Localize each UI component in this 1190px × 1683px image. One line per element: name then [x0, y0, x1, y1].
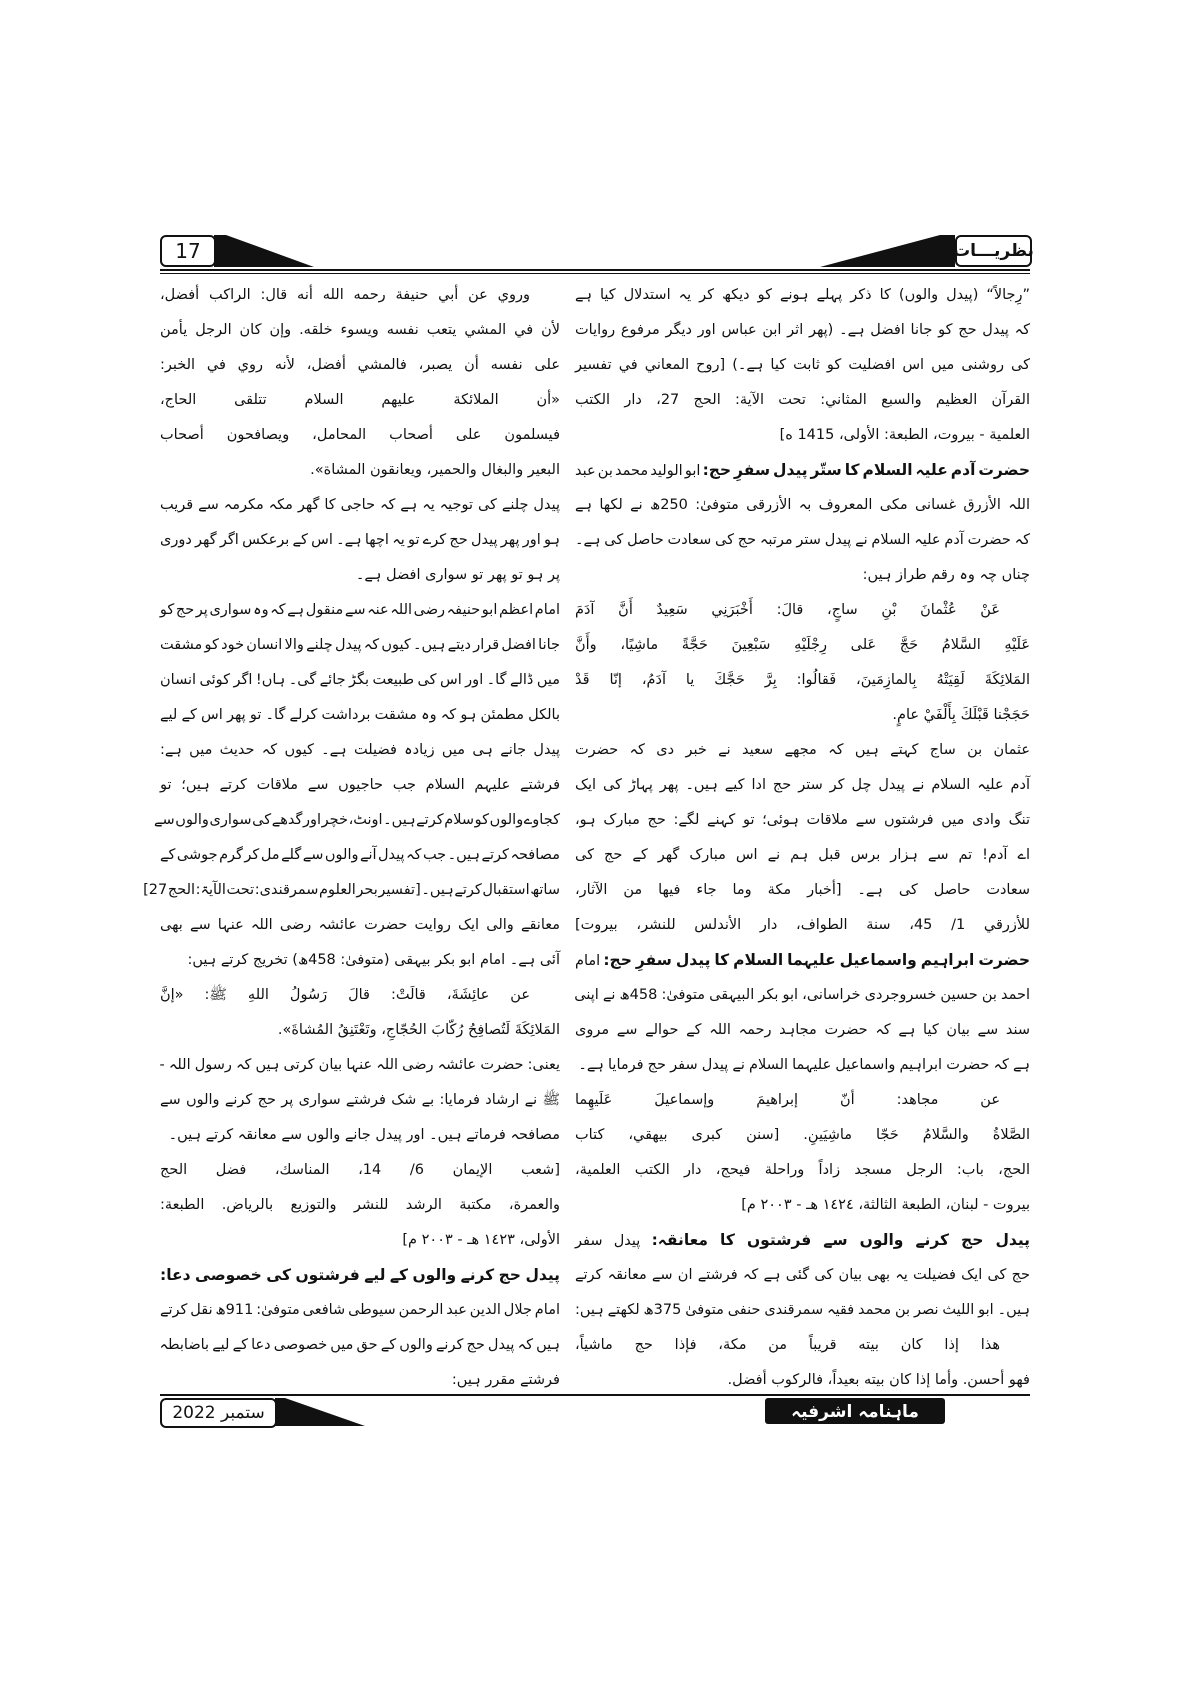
- text-line: [575, 1223, 1030, 1257]
- line-text: میں ڈالے گا۔ اور اس کی طبیعت بگڑ جائے گی۔ ہاں! اگر کوئی انسان: [160, 672, 560, 688]
- header-rule-2: [160, 273, 1030, 274]
- section-title-box: [955, 235, 1032, 267]
- line-text: عن عائِشَةَ، قالَتْ: قالَ رَسُولُ اللهِ ﷺ: «إنَّ: [160, 987, 530, 1003]
- line-text: یعنی: حضرت عائشہ رضی اللہ عنہا بیان کرتی ہیں کہ رسول اللہ -: [159, 1057, 560, 1073]
- text-line: [575, 733, 1030, 767]
- line-text: اے آدم! تم سے ہزار برس قبل ہم نے اس مبارک گھر کے حج کی: [575, 847, 1030, 863]
- section-heading: حضرت آدم علیہ السلام کا ستّر پیدل سفرِ حج:: [702, 461, 1030, 479]
- line-text: البعير والبغال والحمير، ويعانقون المشاة».: [310, 462, 560, 478]
- text-line: [575, 558, 1030, 592]
- line-text: ساتھ استقبال کرتے ہیں۔ [تفسیر بحر العلوم سمرقندی: تحت الآیۃ: الحج 27]: [143, 882, 560, 898]
- text-line: [575, 873, 1030, 907]
- text-line: [160, 278, 560, 312]
- line-text: وروي عن أبي حنيفة رحمه الله أنه قال: الراكب أفضل،: [160, 287, 530, 303]
- line-text: «أن الملائكة عليهم السلام تتلقى الحاج،: [160, 392, 560, 408]
- text-line: [575, 593, 1030, 627]
- text-line: [575, 978, 1030, 1012]
- text-line: [154, 803, 560, 837]
- line-text: پیدل سفر: [575, 1233, 652, 1249]
- text-line: [160, 1363, 560, 1397]
- line-text: على نفسه أن يصبر، فالمشي أفضل، لأنه روي في الخبر:: [160, 357, 560, 373]
- line-text: عَنْ عُثْمانَ بْنِ ساجٍ، قالَ: أَخْبَرَنِي سَعِيدٌ أَنَّ آدَمَ: [575, 602, 1000, 618]
- section-title: نظریـــات: [953, 241, 1034, 261]
- section-heading: حضرت ابراہیم واسماعیل علیہما السلام کا پیدل سفرِ حج:: [603, 951, 1030, 969]
- text-line: [160, 1013, 560, 1047]
- text-line: [575, 663, 1030, 697]
- text-line: [575, 1083, 1030, 1117]
- text-line: [575, 523, 1030, 557]
- text-line: [160, 418, 560, 452]
- text-line: [575, 768, 1030, 802]
- text-line: [160, 663, 560, 697]
- text-line: [575, 313, 1030, 347]
- line-text: ہے کہ حضرت ابراہیم واسماعیل علیہما السلام نے پیدل سفر حج فرمایا ہے۔: [578, 1057, 1030, 1073]
- text-line: [160, 838, 560, 872]
- issue-box: [160, 1398, 277, 1428]
- line-text: چناں چہ وہ رقم طراز ہیں:: [862, 567, 1030, 583]
- line-text: امام: [575, 953, 604, 969]
- line-text: عَلَيْهِ السَّلامُ حَجَّ عَلى رِجْلَيْهِ سَبْعِينَ حَجَّةً ماشِيًا، وأَنَّ: [575, 637, 1030, 653]
- line-text: کہ پیدل حج کو جانا افضل ہے۔ (پھر اثر ابن عباس اور دیگر مرفوع روایات: [575, 322, 1030, 338]
- text-line: [160, 1118, 560, 1152]
- text-line: [575, 698, 1030, 732]
- section-heading: پیدل حج کرنے والوں کے لیے فرشتوں کی خصوصی دعا:: [160, 1266, 560, 1284]
- section-heading: پیدل حج کرنے والوں سے فرشتوں کا معانقہ:: [651, 1231, 1030, 1249]
- line-text: والعمرة، مكتبة الرشد للنشر والتوزيع بالرياض. الطبعة:: [160, 1197, 560, 1213]
- text-line: [160, 1223, 560, 1257]
- line-text: کجاوے والوں کو سلام کرتے ہیں۔ اونٹ، خچر اور گدھے کی سواری والوں سے: [154, 812, 560, 828]
- text-line: [160, 978, 560, 1012]
- text-line: [160, 1328, 560, 1362]
- line-text: ﷺ نے ارشاد فرمایا: بے شک فرشتے سواری پر حج کرنے والوں سے: [160, 1092, 560, 1108]
- line-text: حج کی ایک فضیلت یہ بھی بیان کی گئی ہے کہ فرشتے ان سے معانقہ کرتے: [575, 1267, 1030, 1283]
- issue-date: ستمبر 2022: [172, 1403, 265, 1423]
- text-line: [160, 1258, 560, 1292]
- text-line: [575, 943, 1030, 977]
- line-text: آدم علیہ السلام نے پیدل چل کر ستر حج ادا کیے ہیں۔ پھر پہاڑ کی ایک: [575, 777, 1030, 793]
- text-line: [575, 488, 1030, 522]
- header-left-wedge: [214, 235, 314, 267]
- text-line: [160, 593, 560, 627]
- magazine-name: ماہنامہ اشرفیہ: [791, 1401, 919, 1422]
- text-line: [160, 1153, 560, 1187]
- header-rule: [160, 269, 1030, 271]
- footer-left-wedge: [275, 1398, 365, 1426]
- line-text: ہو اور پھر پیدل حج کرے تو یہ اچھا ہے۔ اس کے برعکس اگر گھر دوری: [160, 532, 560, 548]
- text-line: [575, 348, 1030, 382]
- text-line: [575, 383, 1030, 417]
- line-text: ہیں کہ پیدل حج کرنے والوں کے حق میں خصوصی دعا کے لیے باضابطہ: [159, 1337, 560, 1353]
- line-text: هذا إذا كان بيته قريباً من مكة، فإذا حج ماشياً،: [575, 1337, 1000, 1353]
- line-text: بالکل مطمئن ہو کہ وہ مشقت برداشت کرلے گا۔ تو پھر اس کے لیے: [160, 707, 560, 723]
- line-text: سعادت حاصل کی ہے۔ [أخبار مكة وما جاء فيها من الآثار،: [575, 882, 1030, 898]
- line-text: [شعب الإيمان 6/ 14، المناسك، فضل الحج: [160, 1162, 560, 1178]
- magazine-name-box: [765, 1398, 945, 1424]
- text-line: [160, 1048, 560, 1082]
- line-text: کی روشنی میں اس افضلیت کو ثابت کیا ہے۔) [روح المعاني في تفسير: [575, 357, 1030, 373]
- line-text: اللہ الأزرق غسانی مکی المعروف بہ الأزرقی متوفیٰ: 250ھ نے لکھا ہے: [575, 497, 1030, 513]
- line-text: فرشتے علیہم السلام جب حاجیوں سے ملاقات کرتے ہیں؛ تو: [160, 777, 560, 793]
- page-number-box: [160, 235, 216, 267]
- text-line: [575, 278, 1030, 312]
- line-text: پر ہو تو پھر تو سواری افضل ہے۔: [355, 567, 560, 583]
- text-line: [575, 1258, 1030, 1292]
- text-line: [575, 1293, 1030, 1327]
- line-text: عثمان بن ساج کہتے ہیں کہ مجھے سعید نے خبر دی کہ حضرت: [575, 742, 1030, 758]
- line-text: ابو الولید محمد بن عبد: [575, 463, 703, 479]
- text-line: [160, 1188, 560, 1222]
- text-line: [160, 313, 560, 347]
- text-line: [160, 523, 560, 557]
- line-text: بيروت - لبنان، الطبعة الثالثة، ١٤٢٤ هـ - ٢٠٠٣ م]: [741, 1197, 1030, 1213]
- line-text: کہ حضرت آدم علیہ السلام نے پیدل ستر مرتبہ حج کی سعادت حاصل کی ہے۔: [575, 532, 1030, 548]
- line-text: حَجَجْنا قَبْلَكَ بِأَلْفَيْ عامٍ.: [892, 707, 1030, 723]
- page-number: 17: [175, 239, 201, 263]
- line-text: جانا افضل قرار دیتے ہیں۔ کیوں کہ پیدل چلنے والا انسان خود کو مشقت: [160, 637, 560, 653]
- line-text: احمد بن حسین خسروجردی خراسانی، ابو بکر البیہقی متوفیٰ: 458ھ نے اپنی: [574, 987, 1030, 1003]
- line-text: سند سے بیان کیا ہے کہ حضرت مجاہد رحمہ اللہ کے حوالے سے مروی: [575, 1022, 1030, 1038]
- text-line: [575, 838, 1030, 872]
- line-text: الحج، باب: الرجل مسجد زاداً وراحلة فيحج، دار الكتب العلمية،: [575, 1162, 1030, 1178]
- text-line: [575, 1153, 1030, 1187]
- line-text: آئی ہے۔ امام ابو بکر بیہقی (متوفیٰ: 458ھ) تخریج کرتے ہیں:: [187, 952, 560, 968]
- text-line: [160, 1083, 560, 1117]
- line-text: پیدل جانے ہی میں زیادہ فضیلت ہے۔ کیوں کہ حدیث میں ہے:: [160, 742, 560, 758]
- text-line: [160, 908, 560, 942]
- text-line: [160, 348, 560, 382]
- text-line: [575, 1118, 1030, 1152]
- line-text: مصافحہ فرماتے ہیں۔ اور پیدل جانے والوں سے معانقہ کرتے ہیں۔: [168, 1127, 560, 1143]
- line-text: ”رِجالاً“ (پیدل والوں) کا ذکر پہلے ہونے کو دیکھ کر یہ استدلال کیا ہے: [575, 287, 1030, 303]
- line-text: العلمية - بيروت، الطبعة: الأولى، 1415 ه]: [779, 427, 1030, 443]
- text-line: [575, 1363, 1030, 1397]
- line-text: المَلائِكَةَ لَقِيَتْهُ بِالمازِمَينَ، فَقالُوا: بِرَّ حَجَّكَ يا آدَمُ، إنّا قَدْ: [575, 672, 1030, 688]
- text-line: [575, 1013, 1030, 1047]
- line-text: معانقے والی ایک روایت حضرت عائشہ رضی اللہ عنہا سے بھی: [160, 917, 560, 933]
- line-text: پیدل چلنے کی توجیہ یہ ہے کہ حاجی کا گھر مکہ مکرمہ سے قریب: [160, 497, 560, 513]
- text-line: [575, 908, 1030, 942]
- line-text: تنگ وادی میں فرشتوں سے ملاقات ہوئی؛ تو کہنے لگے: حج مبارک ہو،: [575, 812, 1030, 828]
- line-text: للأزرقي 1/ 45، سنة الطواف، دار الأندلس للنشر، بيروت]: [575, 917, 1030, 933]
- text-line: [575, 453, 1030, 487]
- text-line: [575, 803, 1030, 837]
- text-line: [160, 453, 560, 487]
- text-line: [160, 383, 560, 417]
- text-line: [160, 768, 560, 802]
- line-text: فرشتے مقرر ہیں:: [451, 1372, 560, 1388]
- text-line: [160, 733, 560, 767]
- line-text: القرآن العظيم والسبع المثاني: تحت الآية: الحج 27، دار الكتب: [575, 392, 1030, 408]
- text-line: [160, 1293, 560, 1327]
- footer-rule: [160, 1394, 1030, 1396]
- line-text: مصافحہ کرتے ہیں۔ جب کہ پیدل آنے والوں سے گلے مل کر گرم جوشی کے: [160, 847, 560, 863]
- line-text: فيسلمون على أصحاب المحامل، ويصافحون أصحاب: [160, 427, 560, 443]
- text-line: [575, 1328, 1030, 1362]
- text-line: [143, 873, 560, 907]
- text-line: [575, 1048, 1030, 1082]
- text-line: [575, 418, 1030, 452]
- text-line: [575, 1188, 1030, 1222]
- text-line: [575, 628, 1030, 662]
- line-text: ہیں۔ ابو اللیث نصر بن محمد فقیہ سمرقندی حنفی متوفیٰ 375ھ لکھتے ہیں:: [575, 1302, 1030, 1318]
- text-line: [160, 488, 560, 522]
- text-line: [160, 558, 560, 592]
- header-right-wedge: [820, 235, 955, 267]
- line-text: الصَّلاةُ والسَّلامُ حَجّا ماشِيَينِ. [سنن كبرى بيهقي، كتاب: [575, 1127, 1030, 1143]
- line-text: امام جلال الدین عبد الرحمن سیوطی شافعی متوفیٰ: 911ھ نقل کرتے: [160, 1302, 560, 1318]
- text-line: [160, 943, 560, 977]
- line-text: المَلائِكَةَ لَتُصافِحُ رُكّابَ الحُجّاجِ، وتَعْتَنِقُ المُشاةَ».: [277, 1022, 560, 1038]
- text-line: [160, 628, 560, 662]
- line-text: الأولى، ١٤٢٣ هـ - ٢٠٠٣ م]: [402, 1232, 560, 1248]
- line-text: عن مجاهد: أنّ إبراهيمَ وإسماعيلَ عَلَيهِما: [575, 1092, 1000, 1108]
- text-line: [160, 698, 560, 732]
- line-text: امام اعظم ابو حنیفہ رضی اللہ عنہ سے منقول ہے کہ وہ سواری پر حج کو: [159, 602, 560, 618]
- line-text: لأن في المشي يتعب نفسه ويسوء خلقه. وإن كان الرجل يأمن: [160, 322, 560, 338]
- line-text: فهو أحسن. وأما إذا كان بيته بعيداً، فالركوب أفضل.: [727, 1372, 1030, 1388]
